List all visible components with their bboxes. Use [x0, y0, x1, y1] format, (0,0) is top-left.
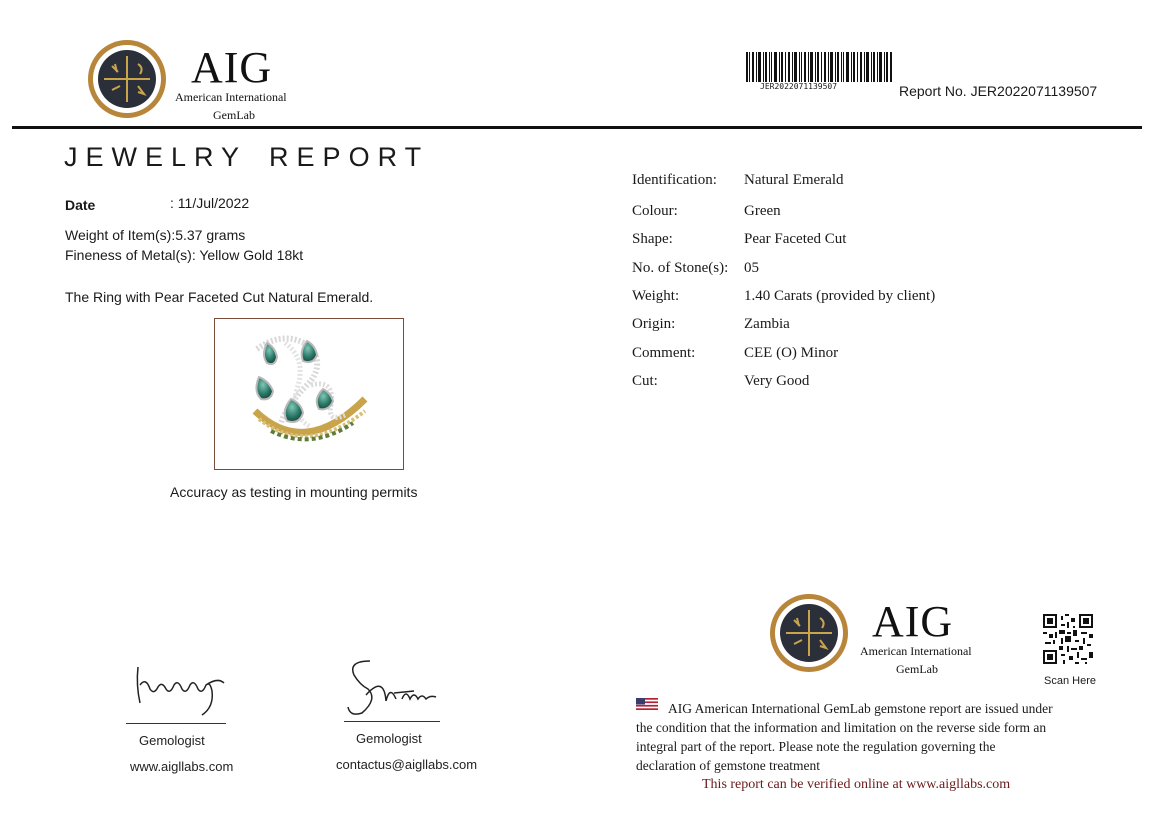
detail-value: Zambia	[744, 316, 790, 332]
detail-value: 1.40 Carats (provided by client)	[744, 288, 936, 304]
qr-code[interactable]	[1043, 614, 1093, 664]
detail-key: Shape:	[632, 231, 673, 247]
detail-key: Identification:	[632, 172, 717, 188]
signature-line-1	[126, 723, 226, 724]
report-title-word-1: JEWELRY	[64, 142, 248, 172]
detail-value: Natural Emerald	[744, 172, 844, 188]
disclaimer-notice	[636, 699, 1116, 775]
scan-here-label: Scan Here	[1044, 675, 1096, 687]
detail-value: Green	[744, 203, 781, 219]
signature-1	[132, 655, 232, 717]
aig-brand-logo	[175, 43, 287, 122]
gemologist-2-role: Gemologist	[356, 731, 422, 746]
footer-brand-line-2: GemLab	[896, 662, 938, 676]
signature-line-2	[344, 721, 440, 722]
detail-value: Pear Faceted Cut	[744, 231, 847, 247]
report-title	[64, 142, 429, 173]
signature-2	[344, 655, 444, 717]
notice-line-2: the condition that the information and limitation on the reverse side form an	[636, 720, 1047, 735]
brand-line-1: American International	[175, 90, 287, 104]
report-number: Report No. JER2022071139507	[899, 83, 1098, 99]
detail-key: Comment:	[632, 345, 696, 361]
header-divider	[12, 126, 1142, 129]
barcode-number: JER2022071139507	[760, 82, 838, 91]
aig-seal-logo	[88, 40, 166, 118]
footer-brand-line-1: American International	[860, 644, 972, 658]
detail-key: Weight:	[632, 288, 680, 304]
ring-photo	[214, 318, 404, 470]
detail-value: Very Good	[744, 373, 810, 389]
date-value: : 11/Jul/2022	[170, 195, 250, 211]
item-weight: Weight of Item(s):5.37 grams	[65, 227, 246, 243]
contact-email-link[interactable]: contactus@aigllabs.com	[336, 757, 478, 772]
brand-line-2: GemLab	[213, 108, 255, 122]
footer-brand-name: AIG	[872, 597, 954, 646]
detail-value: CEE (O) Minor	[744, 345, 839, 361]
gemologist-1-role: Gemologist	[139, 733, 205, 748]
verify-online-note: This report can be verified online at www.aigllabs.com	[702, 777, 1011, 792]
detail-key: No. of Stone(s):	[632, 260, 729, 276]
barcode	[746, 52, 892, 84]
detail-key: Colour:	[632, 203, 678, 219]
detail-value: 05	[744, 260, 759, 276]
aig-seal-logo-footer	[770, 594, 848, 672]
notice-line-1: AIG American International GemLab gemstone report are issued under	[668, 701, 1053, 716]
report-title-word-2: REPORT	[269, 142, 430, 172]
date-label: Date	[65, 197, 96, 213]
website-link[interactable]: www.aigllabs.com	[130, 759, 234, 774]
accuracy-note: Accuracy as testing in mounting permits	[170, 484, 418, 500]
metal-fineness: Fineness of Metal(s): Yellow Gold 18kt	[65, 247, 304, 263]
detail-key: Origin:	[632, 316, 676, 332]
detail-key: Cut:	[632, 373, 658, 389]
brand-name: AIG	[191, 43, 273, 92]
aig-brand-logo-footer	[860, 597, 972, 676]
notice-line-3: integral part of the report. Please note the regulation governing the	[636, 739, 996, 754]
item-description: The Ring with Pear Faceted Cut Natural Emerald.	[65, 289, 374, 305]
notice-line-4: declaration of gemstone treatment	[636, 758, 821, 773]
